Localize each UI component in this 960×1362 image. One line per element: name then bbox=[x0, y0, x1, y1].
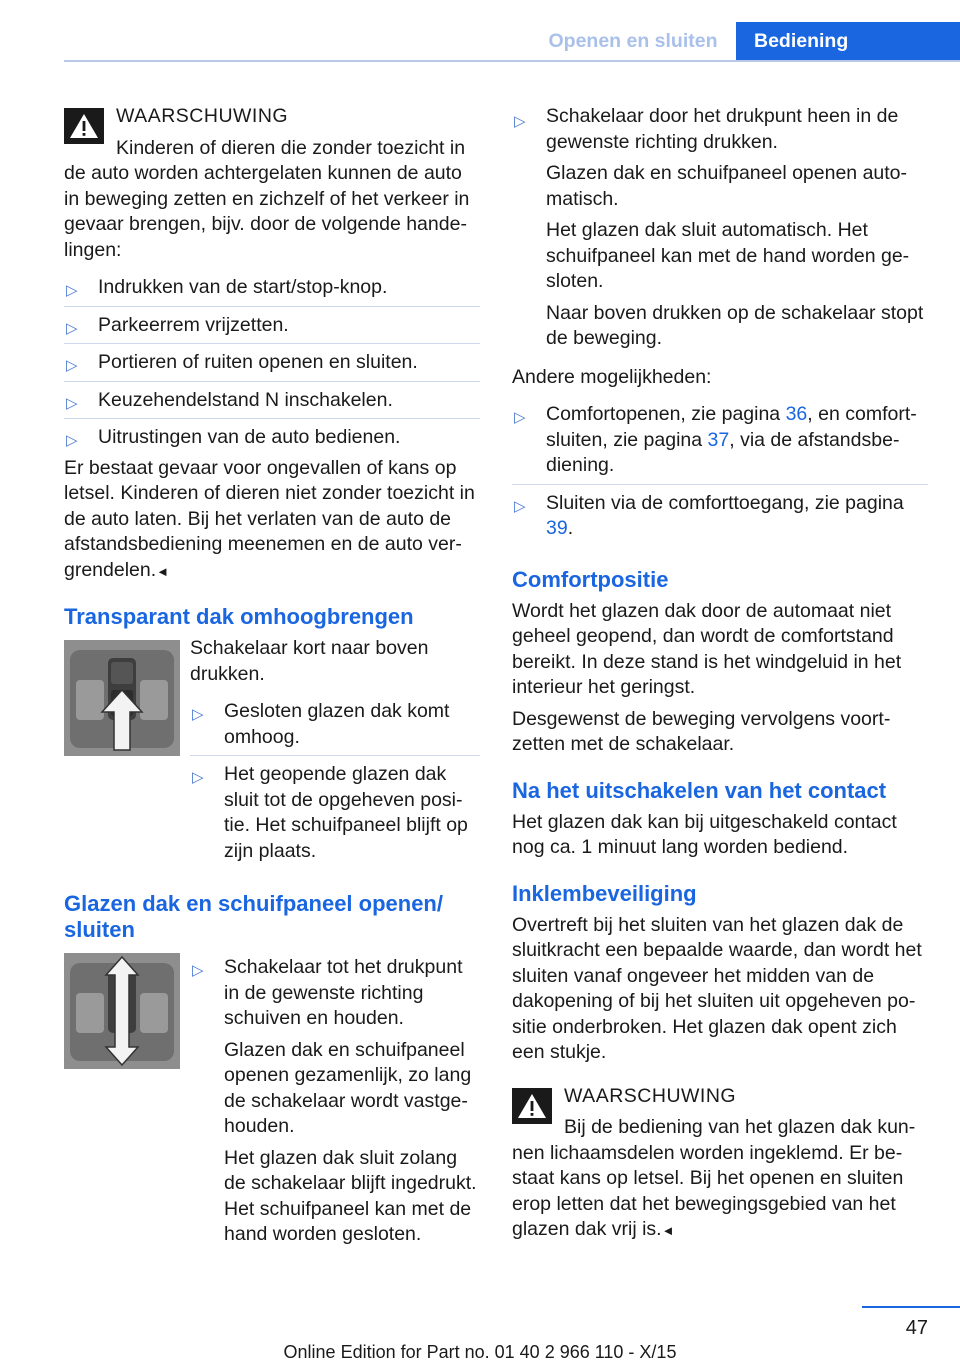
heading-comfortpositie: Comfortpositie bbox=[512, 566, 669, 592]
triangle-bullet-icon: ▷ bbox=[66, 357, 78, 374]
intro-text: Schakelaar kort naar boven drukken. bbox=[190, 637, 429, 685]
triangle-bullet-icon: ▷ bbox=[514, 497, 526, 515]
list-item: ▷ Het geopende glazen dak sluit tot de opgeheven positie. Het schuifpaneel blijft op zijn plaats. bbox=[190, 755, 480, 869]
end-mark-icon: ◄ bbox=[156, 563, 170, 579]
switch-slide-illustration bbox=[64, 953, 180, 1069]
warning-triangle-icon bbox=[64, 108, 104, 144]
triangle-bullet-icon: ▷ bbox=[66, 432, 78, 449]
header-chapter: Bediening bbox=[736, 22, 960, 62]
warning-block-pinching bbox=[512, 1080, 928, 1244]
warning-body: Bij de bediening van het glazen dak kunnen lichaamsdelen worden ingeklemd. Er bestaat kans op letsel. Bij het openen en sluiten erop letten dat het bewegingsgebied van het glazen dak vrij is.◄ bbox=[512, 1116, 916, 1240]
page-link-39[interactable]: 39 bbox=[546, 517, 568, 539]
list-item: ▷ Gesloten glazen dak komt omhoog. bbox=[192, 700, 450, 748]
warning-title: WAARSCHUWING bbox=[564, 1084, 737, 1107]
list-item: ▷ Schakelaar door het drukpunt heen in de gewenste richting drukken. Glazen dak en schuifpaneel openen automatisch. Het glazen dak sluit automatisch. Het schuifpaneel kan met de hand worden gesloten. Naar boven drukken op de schakelaar stopt de beweging. bbox=[514, 105, 924, 349]
page-link-37[interactable]: 37 bbox=[707, 428, 730, 451]
section-glazen-dak bbox=[64, 949, 480, 1253]
instruction-list bbox=[190, 949, 480, 1253]
warning-conclusion: Er bestaat gevaar voor ongevallen of kans op letsel. Kinderen of dieren niet zonder toezicht in de auto laten. Bij het verlaten van de auto de afstandsbediening meenemen en de auto vergrendelen.◄ bbox=[64, 456, 475, 581]
header-divider bbox=[64, 60, 960, 62]
comfort-text: Desgewenst de beweging vervolgens voortzetten met de schakelaar. bbox=[512, 707, 891, 755]
page-link-36[interactable]: 36 bbox=[785, 403, 808, 425]
triangle-bullet-icon: ▷ bbox=[66, 319, 78, 337]
warning-action-list bbox=[64, 269, 480, 456]
list-item: ▷ Indrukken van de start/stop-knop. bbox=[64, 269, 480, 306]
triangle-bullet-icon: ▷ bbox=[192, 962, 204, 979]
triangle-bullet-icon: ▷ bbox=[192, 706, 204, 723]
heading-transparant-dak: Transparant dak omhoogbrengen bbox=[64, 604, 414, 629]
end-mark-icon: ◄ bbox=[661, 1223, 675, 1238]
edition-note: Online Edition for Part no. 01 40 2 966 110 - X/15 bbox=[283, 1342, 677, 1362]
triangle-bullet-icon: ▷ bbox=[66, 282, 78, 299]
section-text bbox=[190, 636, 480, 869]
list-item: ▷ Keuzehendelstand N inschakelen. bbox=[64, 381, 480, 419]
triangle-bullet-icon: ▷ bbox=[514, 409, 526, 426]
inklem-text: Overtreft bij het sluiten van het glazen dak de sluitkracht een bepaalde waarde, dan wordt het sluiten vanaf ongeveer het midden van de dakopening of bij het sluiten uit opgeheven positie onderbroken. Het glazen dak opent zich een stukje. bbox=[512, 913, 922, 1063]
list-item: ▷ Portieren of ruiten openen en sluiten. bbox=[64, 343, 480, 381]
section-text bbox=[190, 949, 480, 1253]
triangle-bullet-icon: ▷ bbox=[66, 394, 78, 412]
result-list bbox=[190, 693, 480, 869]
switch-press-up-illustration bbox=[64, 640, 180, 756]
list-item: ▷ Schakelaar tot het drukpunt in de gewenste richting schuiven en houden. Glazen dak en schuifpaneel openen gezamenlijk, zo lang de schakelaar wordt vastgehouden. Het glazen dak sluit zolang de schakelaar blijft ingedrukt. Het schuifpaneel kan met de hand worden gesloten. bbox=[192, 956, 477, 1245]
left-column bbox=[64, 100, 480, 1253]
heading-inklembeveiliging: Inklembeveiliging bbox=[512, 880, 697, 906]
warning-triangle-icon bbox=[512, 1088, 552, 1124]
triangle-bullet-icon: ▷ bbox=[192, 769, 204, 786]
warning-block-children bbox=[64, 100, 480, 584]
list-item: ▷ Comfortopenen, zie pagina 36, en comfortsluiten, zie pagina 37, via de afstandsbediening. bbox=[514, 403, 917, 476]
contact-text: Het glazen dak kan bij uitgeschakeld contact nog ca. 1 minuut lang worden bediend. bbox=[512, 810, 897, 858]
footer-divider bbox=[862, 1306, 960, 1308]
heading-glazen-dak: Glazen dak en schuifpaneel openen/ sluiten bbox=[64, 891, 443, 942]
section-transparant-dak bbox=[64, 636, 480, 869]
triangle-bullet-icon: ▷ bbox=[514, 113, 526, 130]
list-item: ▷ Uitrustingen van de auto bedienen. bbox=[64, 418, 480, 456]
header-section: Openen en sluiten bbox=[548, 30, 718, 53]
other-options-label: Andere mogelijkheden: bbox=[512, 365, 712, 388]
list-item: ▷ Parkeerrem vrijzetten. bbox=[64, 306, 480, 344]
comfort-text: Wordt het glazen dak door de automaat niet geheel geopend, dan wordt de comfortstand bereikt. In deze stand is het windgeluid in het interieur het geringst. bbox=[512, 599, 902, 698]
right-column bbox=[512, 100, 928, 1250]
warning-body: Kinderen of dieren die zonder toezicht in de auto worden achtergelaten kunnen de auto in beweging zetten en zichzelf of het verkeer in gevaar brengen, bijv. door de volgende handelingen: bbox=[64, 136, 470, 261]
options-list bbox=[512, 396, 928, 547]
warning-title: WAARSCHUWING bbox=[116, 105, 289, 127]
heading-contact: Na het uitschakelen van het contact bbox=[512, 777, 887, 803]
page-number: 47 bbox=[905, 1317, 928, 1339]
instruction-list bbox=[512, 100, 928, 357]
list-item: ▷ Sluiten via de comforttoegang, zie pagina 39. bbox=[512, 484, 928, 547]
